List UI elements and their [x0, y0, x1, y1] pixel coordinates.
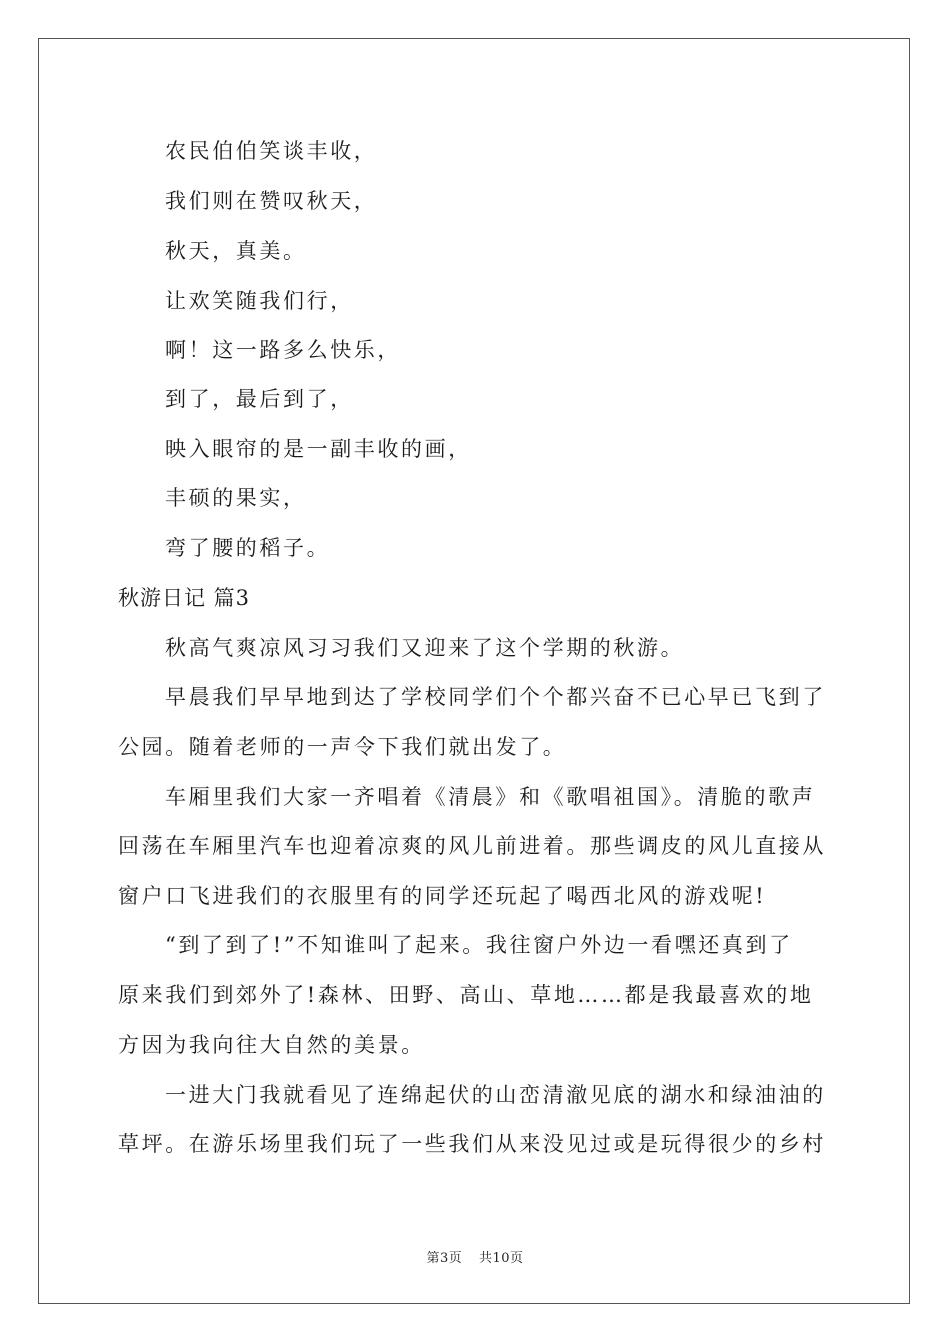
poem-line: 到了，最后到了，	[165, 387, 354, 411]
poem-line: 弯了腰的稻子。	[165, 536, 331, 560]
paragraph-line: 原来我们到郊外了!森林、田野、高山、草地……都是我最喜欢的地	[118, 983, 814, 1007]
poem-line: 丰硕的果实，	[165, 486, 307, 510]
paragraph-line: 早晨我们早早地到达了学校同学们个个都兴奋不已心早已飞到了	[165, 685, 826, 709]
poem-line: 农民伯伯笑谈丰收，	[165, 139, 378, 163]
poem-line: 映入眼帘的是一副丰收的画，	[165, 437, 472, 461]
paragraph-line: 一进大门我就看见了连绵起伏的山峦清澈见底的湖水和绿油油的	[165, 1083, 826, 1107]
page-total: 共10页	[478, 1251, 524, 1266]
poem-line: 让欢笑随我们行，	[165, 289, 354, 313]
paragraph-line: 窗户口飞进我们的衣服里有的同学还玩起了喝西北风的游戏呢!	[118, 884, 767, 908]
paragraph-line: 草坪。在游乐场里我们玩了一些我们从来没见过或是玩得很少的乡村	[118, 1132, 826, 1156]
paragraph-line: 方因为我向往大自然的美景。	[118, 1033, 425, 1057]
page-footer	[0, 1247, 950, 1266]
paragraph-line: “到了到了!”不知谁叫了起来。我往窗户外边一看嘿还真到了	[165, 933, 793, 957]
poem-line: 秋天，真美。	[165, 239, 307, 263]
page-number: 第3页	[426, 1251, 463, 1266]
page-frame	[38, 38, 910, 1304]
paragraph-line: 秋高气爽凉风习习我们又迎来了这个学期的秋游。	[165, 636, 685, 660]
poem-line: 我们则在赞叹秋天，	[165, 189, 378, 213]
section-heading: 秋游日记 篇3	[118, 586, 251, 610]
paragraph-line: 公园。随着老师的一声令下我们就出发了。	[118, 735, 567, 759]
paragraph-line: 车厢里我们大家一齐唱着《清晨》和《歌唱祖国》。清脆的歌声	[165, 785, 816, 809]
paragraph-line: 回荡在车厢里汽车也迎着凉爽的风儿前进着。那些调皮的风儿直接从	[118, 834, 826, 858]
poem-line: 啊！这一路多么快乐，	[165, 338, 401, 362]
